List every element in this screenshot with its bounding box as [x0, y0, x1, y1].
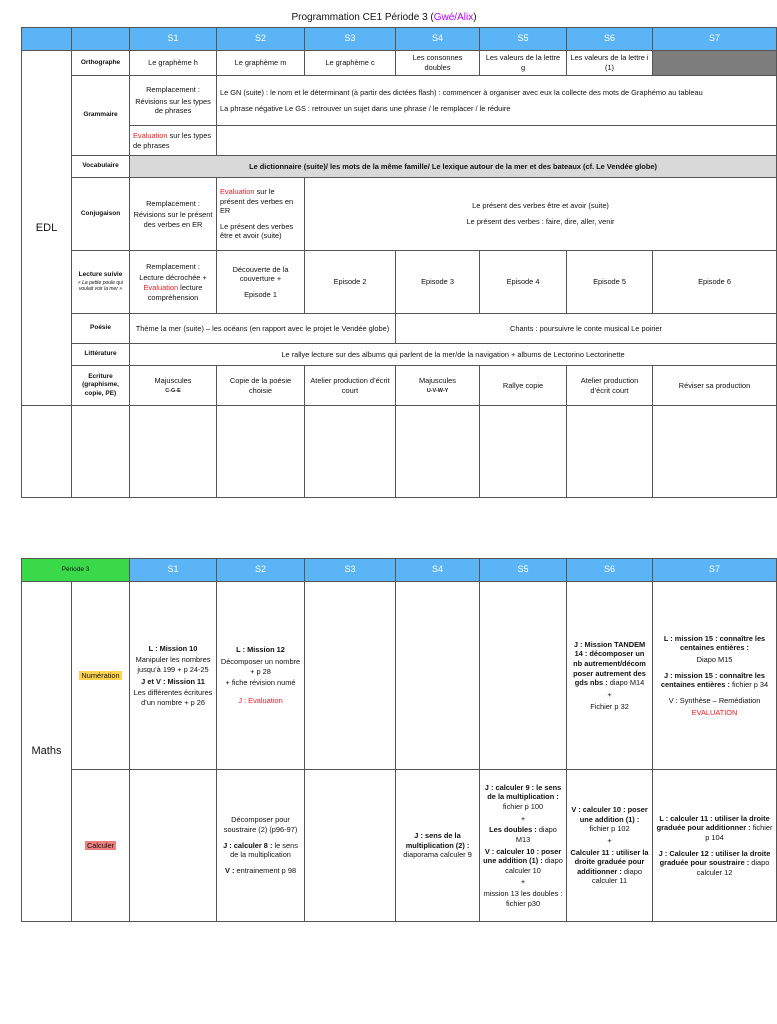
row-grammaire: Grammaire Remplacement : Révisions sur les types de phrases Le GN (suite) : le nom et le déterminant (à partir des dictées flash) : commencer à organiser avec eux la collecte des mots de Graphémo au tableau La phrase négative Le GS : retrouver un sujet dans une phrase / le remplacer / le réduire: [22, 76, 777, 126]
edl-label: EDL: [22, 51, 72, 406]
week-s6: S6: [567, 28, 653, 51]
label-litterature: Littérature: [72, 344, 130, 366]
row-orthographe: EDL Orthographe Le graphème h Le graphème m Le graphème c Les consonnes doubles Les valeurs de la lettre g Les valeurs de la lettre i (1): [22, 51, 777, 76]
period-label: Période 3: [22, 559, 130, 582]
week-s5: S5: [480, 28, 567, 51]
row-empty: [22, 406, 777, 498]
label-calculer: Calculer: [72, 770, 130, 922]
week-header-row: [22, 28, 777, 51]
week-s1: S1: [130, 28, 217, 51]
label-lecture: Lecture suivie « La petite poule qui voulait voir la mer »: [72, 251, 130, 314]
week-s3: S3: [305, 28, 396, 51]
empty-grey-cell: [653, 51, 777, 76]
week-s7: S7: [653, 28, 777, 51]
maths-label: Maths: [22, 582, 72, 922]
label-grammaire: Grammaire: [72, 76, 130, 156]
evaluation-label: Evaluation: [133, 130, 168, 140]
week-s4: S4: [396, 28, 480, 51]
label-vocabulaire: Vocabulaire: [72, 156, 130, 178]
edl-table: [21, 27, 777, 498]
row-conjugaison: Conjugaison Remplacement : Révisions sur le présent des verbes en ER Evaluation sur le présent des verbes en ER Le présent des verbes être et avoir (suite) Le présent des verbes être et avoir (suite) Le présent des verbes : faire, dire, aller, venir: [22, 178, 777, 251]
page-title: Programmation CE1 Période 3 (Gwé/Alix): [291, 12, 477, 23]
row-numeration: Maths Numération L : Mission 10 Manipuler les nombres jusqu’à 199 + p 24-25 J et V : Mission 11 Les différentes écritures d’un nombre + p 26 L : Mission 12 Décomposer un nombre + p 28 + fiche révision numé J : Evaluation J : Mission TANDEM 14 : décomposer un nb autrement/décom poser autrement des gds nbs : diapo M14 + Fichier p 32 L : mission 15 : connaître les centaines entières : Diapo M15 J : mission 15 : connaître les centaines entières : fichier p 34 V : Synthèse – Remédiation EVALUATION: [22, 582, 777, 770]
week-s2: S2: [217, 28, 305, 51]
maths-table: [21, 558, 777, 922]
label-orthographe: Orthographe: [72, 51, 130, 76]
maths-header-row: Période 3 S1 S2 S3 S4 S5 S6 S7: [22, 559, 777, 582]
label-numeration: Numération: [72, 582, 130, 770]
row-lecture: Lecture suivie « La petite poule qui voulait voir la mer » Remplacement : Lecture décrochée + Evaluation lecture compréhension Découverte de la couverture + Episode 1 Episode 2 Episode 3 Episode 4 Episode 5 Episode 6: [22, 251, 777, 314]
label-conjugaison: Conjugaison: [72, 178, 130, 251]
row-calculer: Calculer Décomposer pour soustraire (2) (p96-97) J : calculer 8 : le sens de la multiplication V : entrainement p 98 J : sens de la multiplication (2) : diaporama calculer 9 J : calculer 9 : le sens de la multiplication : fichier p 100 + Les doubles : diapo M13 V : calculer 10 : poser une addition (1) : diapo calculer 10 + mission 13 les doubles : fichier p30 V : calculer 10 : poser une addition (1) : fichier p 102 + Calculer 11 : utiliser la droite graduée pour additionner : diapo calculer 11 L : calculer 11 : utiliser la droite graduée pour additionner : fichier p 104 J : Calculer 12 : utiliser la droite graduée pour soustraire : diapo calculer 12: [22, 770, 777, 922]
row-litterature: Littérature Le rallye lecture sur des albums qui parlent de la mer/de la navigation + albums de Lectorino Lectorinette: [22, 344, 777, 366]
label-poesie: Poésie: [72, 314, 130, 344]
row-grammaire-eval: Evaluation sur les types de phrases: [22, 126, 777, 156]
row-ecriture: Ecriture (graphisme, copie, PE) Majuscules C-G-E Copie de la poésie choisie Atelier production d’écrit court Majuscules U-V-W-Y Rallye copie Atelier production d’écrit court Réviser sa production: [22, 366, 777, 406]
row-poesie: Poésie Thème la mer (suite) – les océans (en rapport avec le projet le Vendée globe) Chants : poursuivre le conte musical Le poirier: [22, 314, 777, 344]
label-ecriture: Ecriture (graphisme, copie, PE): [72, 366, 130, 406]
row-vocabulaire: Vocabulaire Le dictionnaire (suite)/ les mots de la même famille/ Le lexique autour de la mer et des bateaux (cf. Le Vendée globe): [22, 156, 777, 178]
